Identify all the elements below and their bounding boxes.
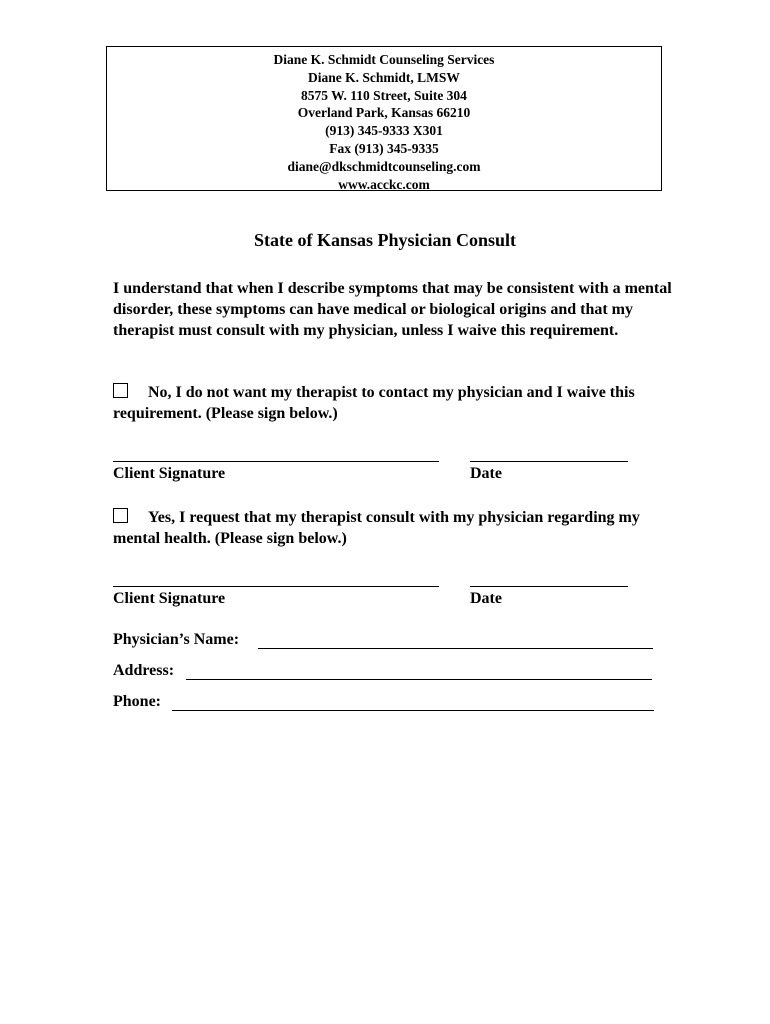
fax-number: Fax (913) 345-9335 — [329, 140, 439, 156]
client-signature-label-1: Client Signature — [113, 465, 226, 482]
client-signature-label-2: Client Signature — [113, 590, 226, 607]
physician-name-field[interactable] — [258, 648, 653, 649]
date-label-1: Date — [470, 465, 502, 482]
option-no-text: No, I do not want my therapist to contact my physician and I waive this requirement. (Please sign below.) — [113, 384, 635, 422]
city-state-zip: Overland Park, Kansas 66210 — [297, 105, 471, 121]
date-label-2: Date — [470, 590, 502, 607]
therapist-name: Diane K. Schmidt, LMSW — [308, 69, 460, 85]
physician-name-label: Physician’s Name: — [113, 631, 240, 648]
signature-line-1[interactable] — [113, 461, 439, 462]
document-title: State of Kansas Physician Consult — [253, 230, 517, 250]
option-no-paragraph — [113, 382, 673, 424]
signature-line-2[interactable] — [113, 586, 439, 587]
option-yes-text: Yes, I request that my therapist consult with my physician regarding my mental health. (Please sign below.) — [113, 509, 640, 547]
phone-label: Phone: — [113, 693, 161, 710]
date-line-1[interactable] — [470, 461, 628, 462]
address-label: Address: — [113, 662, 175, 679]
email-address: diane@dkschmidtcounseling.com — [287, 158, 481, 174]
website-url: www.acckc.com — [338, 176, 430, 192]
street-address: 8575 W. 110 Street, Suite 304 — [301, 87, 467, 103]
date-line-2[interactable] — [470, 586, 628, 587]
option-no-checkbox[interactable] — [113, 383, 128, 398]
letterhead-box — [106, 46, 662, 191]
option-yes-paragraph — [113, 507, 673, 549]
practice-name: Diane K. Schmidt Counseling Services — [273, 52, 495, 67]
phone-field[interactable] — [172, 710, 654, 711]
intro-paragraph: I understand that when I describe symptoms that may be consistent with a mental disorder, these symptoms can have medical or biological origins and that my therapist must consult with my physician, unless I waive this requirement. — [113, 280, 672, 339]
address-field[interactable] — [186, 679, 652, 680]
option-yes-checkbox[interactable] — [113, 508, 128, 523]
phone-number: (913) 345-9333 X301 — [325, 123, 443, 139]
